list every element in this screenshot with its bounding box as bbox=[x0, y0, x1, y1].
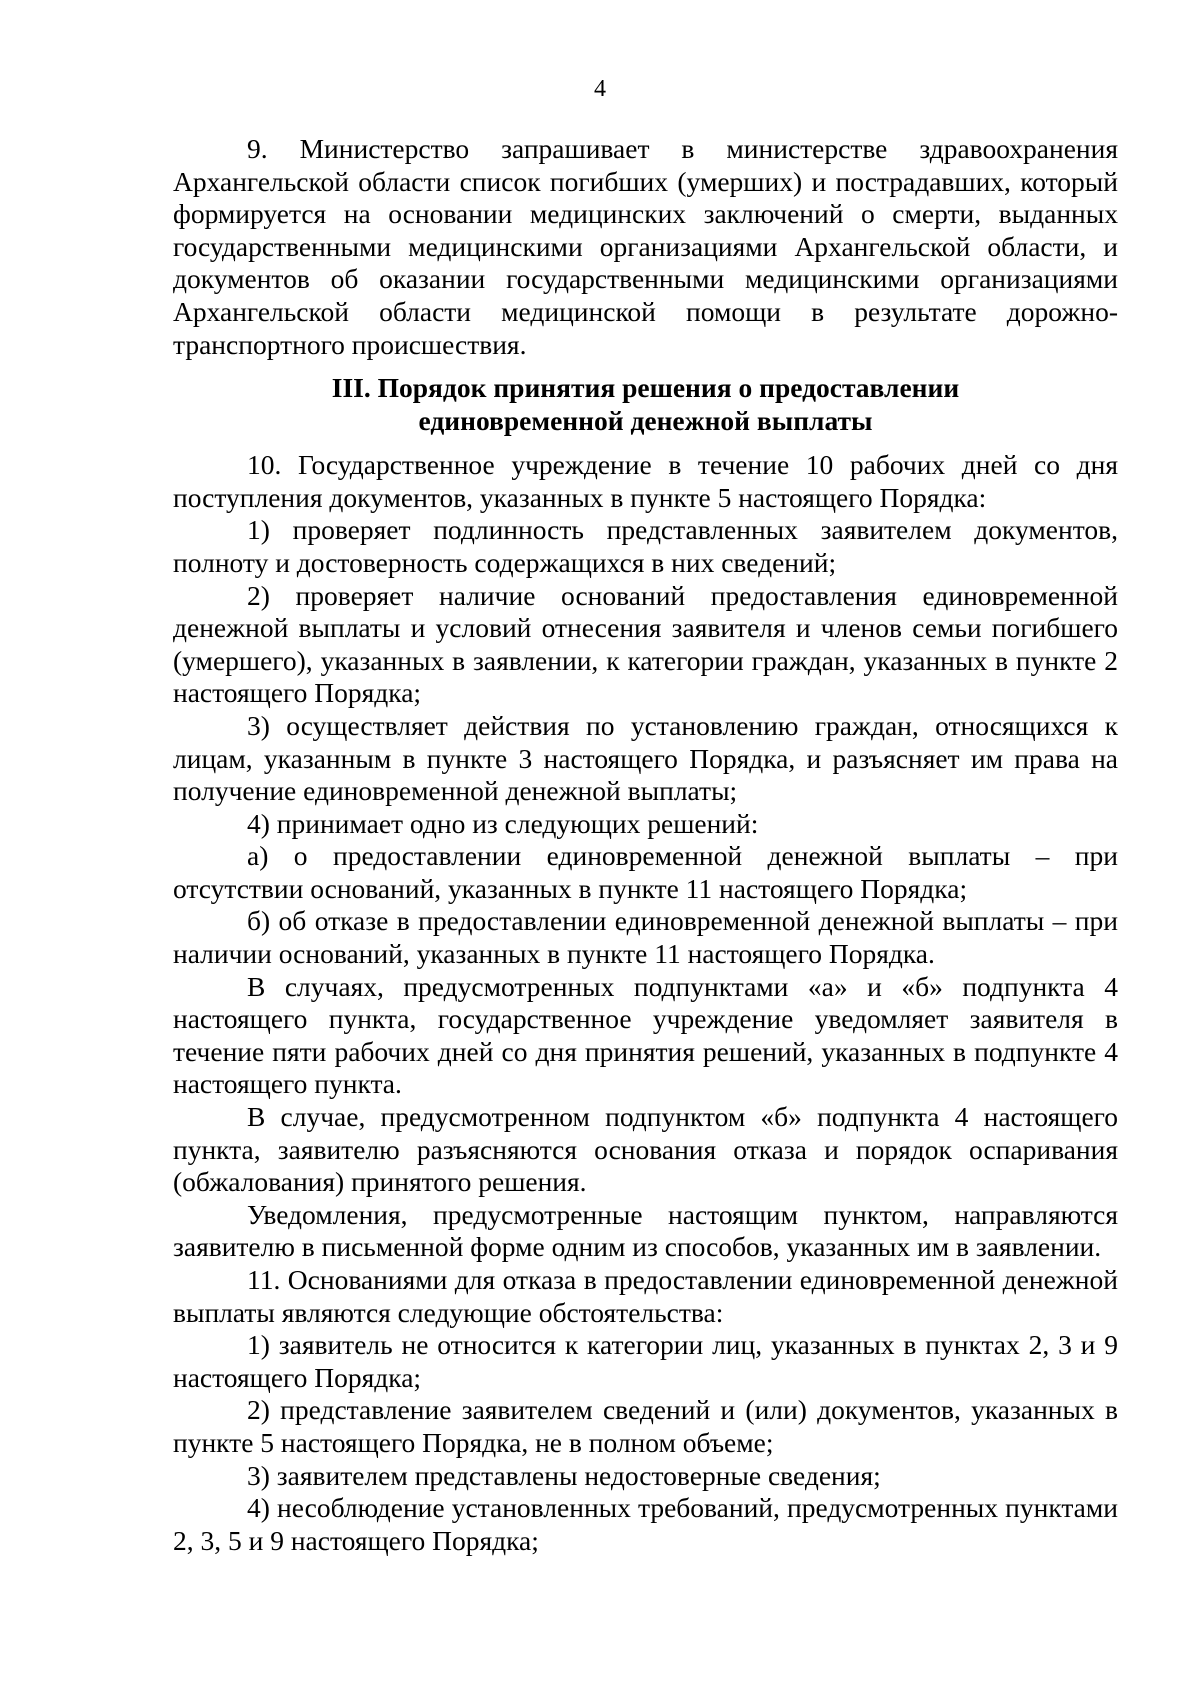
paragraph-11-item-3: 3) заявителем представлены недостоверные сведения; bbox=[247, 1459, 881, 1491]
section-heading-line-1: III. Порядок принятия решения о предоставлении bbox=[331, 372, 960, 404]
paragraph-11: 11. Основаниями для отказа в предоставлении единовременной денежной выплаты являются следующие обстоятельства: bbox=[173, 1264, 1118, 1328]
paragraph-10-item-4b: б) об отказе в предоставлении единовременной денежной выплаты – при наличии оснований, указанных в пункте 11 настоящего Порядка. bbox=[173, 905, 1118, 970]
paragraph-10-refusal-explanation: В случае, предусмотренном подпунктом «б» подпункта 4 настоящего пункта, заявителю разъясняются основания отказа и порядок оспаривания (обжалования) принятого решения. bbox=[173, 1101, 1118, 1198]
paragraph-10-item-1: 1) проверяет подлинность представленных заявителем документов, полноту и достоверность содержащихся в них сведений; bbox=[173, 514, 1118, 578]
paragraph-11-item-2: 2) представление заявителем сведений и (или) документов, указанных в пункте 5 настоящего Порядка, не в полном объеме; bbox=[173, 1394, 1118, 1458]
paragraph-10: 10. Государственное учреждение в течение 10 рабочих дней со дня поступления документов, указанных в пункте 5 настоящего Порядка: bbox=[173, 449, 1118, 513]
paragraph-10-item-3: 3) осуществляет действия по установлению граждан, относящихся к лицам, указанным в пункте 3 настоящего Порядка, и разъясняет им права на получение единовременной денежной выплаты; bbox=[173, 709, 1118, 807]
document-body bbox=[173, 133, 1118, 1557]
paragraph-10-item-4: 4) принимает одно из следующих решений: bbox=[247, 807, 759, 839]
section-heading-line-2: единовременной денежной выплаты bbox=[418, 405, 873, 437]
paragraph-9: 9. Министерство запрашивает в министерстве здравоохранения Архангельской области список погибших (умерших) и пострадавших, который формируется на основании медицинских заключений о смерти, выданных государственными медицинскими организациями Архангельской области, и документов об оказании государственными медицинскими организациями Архангельской области медицинской помощи в результате дорожно-транспортного происшествия. bbox=[173, 133, 1118, 360]
page-number: 4 bbox=[594, 76, 606, 102]
paragraph-10-item-4a: а) о предоставлении единовременной денежной выплаты – при отсутствии оснований, указанных в пункте 11 настоящего Порядка; bbox=[173, 840, 1118, 904]
paragraph-11-item-4: 4) несоблюдение установленных требований, предусмотренных пунктами 2, 3, 5 и 9 настоящего Порядка; bbox=[173, 1492, 1118, 1556]
section-heading bbox=[173, 371, 1118, 437]
paragraph-10-item-2: 2) проверяет наличие оснований предоставления единовременной денежной выплаты и условий отнесения заявителя и членов семьи погибшего (умершего), указанных в заявлении, к категории граждан, указанных в пункте 2 настоящего Порядка; bbox=[173, 579, 1118, 709]
paragraph-10-notifications: Уведомления, предусмотренные настоящим пунктом, направляются заявителю в письменной форме одним из способов, указанных им в заявлении. bbox=[173, 1198, 1118, 1263]
paragraph-11-item-1: 1) заявитель не относится к категории лиц, указанных в пунктах 2, 3 и 9 настоящего Порядка; bbox=[173, 1329, 1118, 1393]
paragraph-10-notice: В случаях, предусмотренных подпунктами «а» и «б» подпункта 4 настоящего пункта, государственное учреждение уведомляет заявителя в течение пяти рабочих дней со дня принятия решений, указанных в подпункте 4 настоящего пункта. bbox=[173, 970, 1118, 1100]
